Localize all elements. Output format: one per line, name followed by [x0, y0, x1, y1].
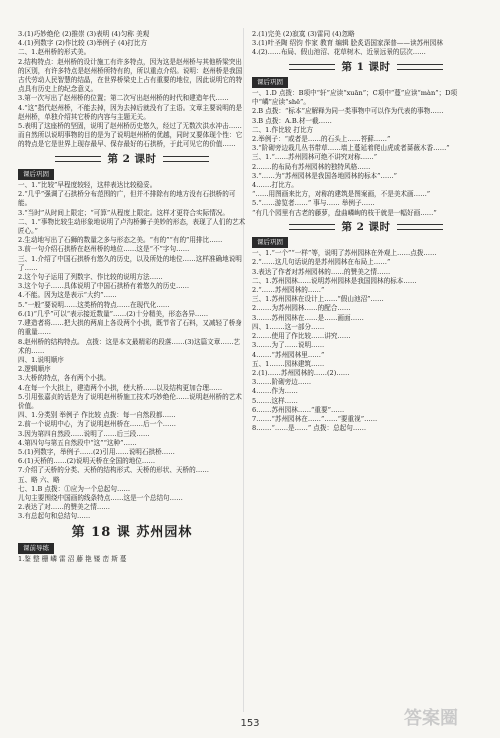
answer-line: 五、略 六、略: [18, 475, 60, 484]
pre-study-line: 1.鉴 整 栅 嶙 雷 沼 藤 艳 镂 峦 斯 蔓: [18, 554, 127, 563]
watermark-text: 答案圈: [404, 708, 458, 729]
answer-line: 6.……苏州园林……“重要”……: [252, 405, 345, 414]
answer-line: 3.有总起句和总结句……: [18, 512, 91, 521]
answer-line: 5.引用张嘉贞的话是为了说明赵州桥施工技术巧妙绝伦……说明赵州桥的艺术价值。: [18, 392, 242, 410]
answer-line: 二、1.作比较 打比方: [252, 125, 314, 134]
answer-line: 6.(1)天桥的……(2)说明天桥在全国的地位……: [18, 457, 156, 466]
answer-line: 2.“……这几句话说的是苏州园林在布局上……”: [252, 258, 391, 267]
section-title-text: 第 2 课时: [341, 220, 391, 233]
answer-line: 二、1.赵州桥的形式美。: [18, 48, 91, 57]
answer-line: 2.……使用了作比较……讲究……: [252, 332, 351, 341]
answer-line: 8.……“……是……” 点拨：总起句……: [252, 424, 367, 433]
answer-line: 5.“……游览者……” 事与…… 举例子……: [252, 199, 375, 208]
right-column: [252, 30, 480, 433]
lesson-name: 苏州园林: [136, 524, 193, 540]
answer-line: 2.“几乎”强调了石拱桥分布范围的广，但并不排除有的地方没有石拱桥的可能。: [18, 190, 236, 208]
answer-line: 三、1.“……苏州园林可绝不讲究对称……”: [252, 153, 378, 162]
answer-line: “……用图画来比方，对称的建筑是图案画，不是美术画……”: [252, 190, 431, 199]
answer-line: 7.……“苏州园林在……”……“要重视”……: [252, 414, 378, 423]
section-title-text: 第 1 课时: [341, 60, 391, 73]
answer-line: 儿句主要围绕中国画的线条特点……这是一个总结句……: [18, 493, 183, 502]
answer-line: 二、1.“事物比较生动形象地说明了卢沟桥狮子美妙的形态，表现了人们的艺术匠心。”: [18, 217, 246, 236]
answer-line: 5.……这样……: [252, 396, 298, 405]
answer-line: 七、1.B 点拨：①应为一个总起句……: [18, 484, 131, 493]
answer-line: 2.……的布局有苏州园林的独特风格……: [252, 162, 371, 171]
section-deco-left: [289, 224, 335, 230]
section-title: [252, 60, 480, 73]
answer-line: 四、1.说明顺序: [18, 355, 64, 364]
answer-line: 2.B 点拨：“标本”应解释为同一类事物中可以作为代表的事物……: [252, 107, 444, 116]
answer-line: 4.……作为……: [252, 387, 298, 396]
answer-line: 二、1.苏州园林……说明苏州园林是我国园林的标本……: [252, 276, 417, 285]
answer-line: 5.表明了这座桥的坚固，说明了赵州桥历史悠久，经过了无数次洪水冲击……而自然所以说明事物的目的是为了说明赵州桥的优越，同时又要体现个性：它的特点是它是世界上现存最早、保存最好的石拱桥，于此可见它的价值……: [18, 122, 243, 149]
answer-line: 3.表达了作者对苏州园林的……的赞美之情……: [252, 267, 391, 276]
section-deco-right: [397, 224, 443, 230]
answer-line: 7.建造者将……把大拱的两肩上各设两个小拱，既节省了石料，又减轻了桥身的重量……: [18, 319, 242, 337]
answer-line: 2.举例子：“或者是……的石头上……苔藓……”: [252, 135, 391, 144]
answer-line: 3.……为了……说明……: [252, 341, 325, 350]
answer-line: 3.(1)叶圣陶 绍钧 作家 教育 编辑 脍炙语国家深普——读苏州园林: [252, 39, 443, 48]
answer-line: 一、1.“一个”“一样”等，说明了苏州园林在外观上……点拨……: [252, 249, 437, 258]
answer-line: 3.“……为“苏州园林是我国各地园林的标本”……”: [252, 171, 398, 180]
section-head: 课后巩固: [252, 237, 288, 248]
answer-line: 四、1.……这一部分……: [252, 322, 325, 331]
section-deco-left: [289, 64, 335, 70]
answer-line: 3.这个句子……具体说明了中国石拱桥有着悠久的历史……: [18, 282, 190, 291]
answer-line: 2.表达了对……的赞美之情……: [18, 503, 111, 512]
answer-line: 4.……打比方。: [252, 181, 298, 190]
answer-line: 4.(1)列数字 (2)作比较 (3)举例子 (4)打比方: [18, 39, 148, 48]
lesson-number: 第 18 课: [71, 524, 131, 540]
section-title: [252, 220, 480, 233]
section-deco-left: [55, 156, 101, 162]
answer-line: 3.前一句介绍石拱桥在赵州桥的地位……这是“不”字句……: [18, 245, 190, 254]
answer-line: 2.生动地写出了石狮的数量之多与形态之美。“有的”“有的”用排比……: [18, 236, 223, 245]
lesson-title: [18, 524, 246, 540]
answer-line: 5.(1)列数字，举例子……(2)引用……说明石拱桥……: [18, 447, 175, 456]
pre-study-head: 课前导练: [18, 543, 54, 554]
answer-line: 3.……苏州园林在……是……画面……: [252, 313, 364, 322]
answer-line: 2.结构特点：赵州桥的设计施工有许多特点，因为这是赵州桥与其他桥梁突出的区别，有许多特点是赵州桥所特有的，所以重点介绍。说明：赵州桥是我国古代劳动人民智慧的结晶，在世界桥梁史上占有重要的地位，因此说明它的特点具有历史上的纪念意义。: [18, 57, 243, 94]
answer-line: 2.这个句子运用了列数字、作比较的说明方法……: [18, 273, 163, 282]
answer-line: 3.“阶砌旁边栽几丛书带草……墙上蔓延着爬山虎或者蔷薇木香……”: [252, 144, 450, 153]
section-title-text: 第 2 课时: [107, 152, 157, 165]
answer-line: 3.第一次写出了赵州桥的位置；第二次写出赵州桥的时代和建造年代……: [18, 94, 229, 103]
answer-line: 2.(1)完美 (2)寂寞 (3)雷同 (4)忽略: [252, 30, 355, 38]
answer-line: 4.在每一个大拱上，建造两个小拱，使大桥……以及结构更加合理……: [18, 383, 223, 392]
answer-line: 五、1.……园林建筑……: [252, 359, 325, 368]
answer-line: 2.(1)……苏州园林的……(2)……: [252, 368, 350, 377]
page-number: 153: [240, 718, 260, 729]
answer-line: 一、1.“比较”早程度较轻，这样表达比较稳妥。: [18, 181, 157, 190]
answer-line: 3.B 点拨：A.B.材一截……: [252, 116, 332, 125]
answer-line: 5.“一般”要说明……这类桥的特点……在现代化……: [18, 300, 170, 309]
answer-line: 一、1.D 点拨：B项中“轩”应读“xuān”；C项中“蔓”应读“màn”；D项中“嶙”应读“shē”。: [252, 89, 458, 107]
answer-line: 4.第四句与第五自然段中“这”“这种”……: [18, 438, 137, 447]
answer-line: 2.“……苏州园林的……”: [252, 286, 325, 295]
answer-line: 3.(1)巧妙绝伦 (2)推崇 (3)表明 (4)匀称 美观: [18, 30, 150, 38]
section-deco-right: [397, 64, 443, 70]
answer-line: 2.……为苏州园林……的配合……: [252, 304, 351, 313]
section-title: [18, 152, 246, 165]
section-head: 课后巩固: [252, 77, 288, 88]
answer-line: 4.(2)……布局、假山池沼、花草树木、近景远景的层次……: [252, 48, 426, 57]
answer-line: 6.(1)“几乎”可以“表示接近数量”……(2)十分精美，形态各异……: [18, 309, 209, 318]
answer-line: 2.逻辑顺序: [18, 365, 51, 374]
left-column: [18, 30, 246, 564]
answer-line: 4.不能。因为这是表示“大约”……: [18, 291, 117, 300]
answer-line: 4.“这”指代赵州桥，不能去掉，因为去掉后就没有了主语。文章主要说明的是赵州桥，单独介绍其它桥的内容与主题无关。: [18, 103, 243, 121]
answer-line: 8.赵州桥的结构特点。 点拨：这是本文最精彩的段落……(3)这篇文章……艺术的……: [18, 337, 241, 355]
answer-line: 3.因为第四自然段……说明了……后三段……: [18, 429, 150, 438]
answer-line: 3.“当时”从时间上限定；“可算”从程度上限定。这样才更符合实际情况。: [18, 208, 229, 217]
answer-line: “有几个园里有古老的藤萝，盘曲嶙峋的枝干就是一幅好画……”: [252, 208, 437, 217]
answer-line: 4.……“苏州园林里……”: [252, 350, 325, 359]
answer-line: 2.前一个说明中心，为了说明赵州桥在……后一个……: [18, 420, 176, 429]
watermark-logo: [400, 700, 492, 734]
answer-line: 三、1.苏州园林在设计上……“假山池沼”……: [252, 295, 384, 304]
answer-line: 四、1.分类别 举例子 作比较 点拨：每一自然段都……: [18, 411, 176, 420]
answer-line: 3.大桥的特点，各有两个小拱。: [18, 374, 111, 383]
section-deco-right: [163, 156, 209, 162]
answer-line: 7.介绍了天桥的分类、天桥的结构形式、天桥的形状、天桥的……: [18, 466, 209, 475]
answer-line: 3.……阶砌旁边……: [252, 378, 312, 387]
answer-line: 三、1.介绍了中国石拱桥有悠久的历史，以及所处的地位……这样准确地说明了……: [18, 254, 242, 272]
section-head: 课后巩固: [18, 169, 54, 180]
